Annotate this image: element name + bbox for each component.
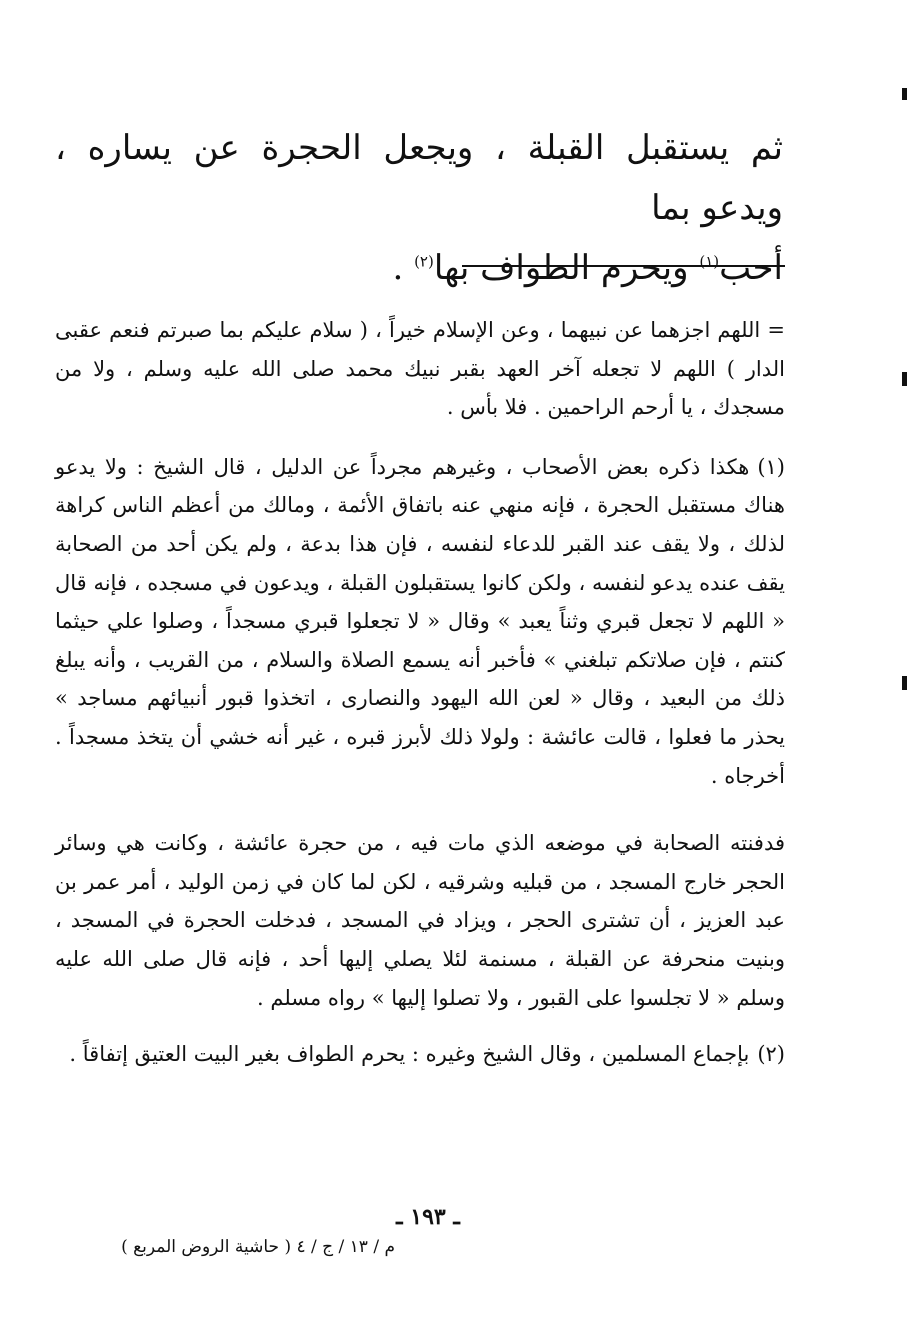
edge-mark bbox=[902, 676, 907, 690]
footnote-2-marker: (٢) bbox=[757, 1042, 785, 1067]
page-number: ـ ١٩٣ ـ bbox=[396, 1204, 460, 1230]
footnote-1-text: هكذا ذكره بعض الأصحاب ، وغيرهم مجرداً عن الدليل ، قال الشيخ : ولا يدعو هناك مستقبل الحجرة ، فإنه منهي عنه باتفاق الأئمة ، ومالك من أعظم الناس كراهة لذلك ، ولا يقف عند القبر للدعاء لنفسه ، فإن هذا بدعة ، ولم يكن أحد من الصحابة يقف عنده يدعو لنفسه ، ولكن كانوا يستقبلون القبلة ، ويدعون في مسجده ، فإنه قال « اللهم لا تجعل قبري وثناً يعبد » وقال « لا تجعلوا قبري مسجداً ، وصلوا علي حيثما كنتم ، فإن صلاتكم تبلغني » فأخبر أنه يسمع الصلاة والسلام ، من القريب ، وأنه يبلغ ذلك من البعيد ، وقال « لعن الله اليهود والنصارى ، اتخذوا قبور أنبيائهم مساجد » يحذر ما فعلوا ، قالت عائشة : ولولا ذلك لأبرز قبره ، غير أنه خشي أن يتخذ مسجداً . أخرجاه . bbox=[55, 454, 785, 788]
footnote-1 bbox=[55, 448, 785, 795]
footnote-1-marker: (١) bbox=[757, 454, 785, 479]
footnote-continuation: = اللهم اجزهما عن نبيهما ، وعن الإسلام خيراً ، ( سلام عليكم بما صبرتم فنعم عقبى الدار ) اللهم لا تجعله آخر العهد بقبر نبيك محمد صلى الله عليه وسلم ، ولا من مسجدك ، يا أرحم الراحمين . فلا بأس . bbox=[55, 318, 785, 420]
imprint-line: م / ١٣ / ج / ٤ ( حاشية الروض المربع ) bbox=[121, 1237, 395, 1257]
footnotes-block bbox=[55, 311, 785, 1074]
footnote-ref-1: (١) bbox=[699, 252, 720, 271]
footnote-separator bbox=[462, 265, 785, 267]
main-text-line1: ثم يستقبل القبلة ، ويجعل الحجرة عن يساره ، ويدعو بما bbox=[55, 128, 783, 228]
edge-mark bbox=[902, 372, 907, 386]
edge-mark bbox=[902, 88, 907, 100]
main-text-line2-end: . bbox=[392, 248, 404, 288]
main-text-line2-rest: ويحرم الطواف بها bbox=[433, 248, 689, 288]
footnote-1-continuation: فدفنته الصحابة في موضعه الذي مات فيه ، من حجرة عائشة ، وكانت هي وسائر الحجر خارج المسجد ، من قبليه وشرقيه ، لكن لما كان في زمن الوليد ، أمر عمر بن عبد العزيز ، أن تشترى الحجر ، ويزاد في المسجد ، فدخلت الحجرة في المسجد ، وبنيت منحرفة عن القبلة ، مسنمة لئلا يصلي إليها أحد ، فإنه قال صلى الله عليه وسلم « لا تجلسوا على القبور ، ولا تصلوا إليها » رواه مسلم . bbox=[55, 831, 785, 1010]
main-text-block bbox=[55, 118, 783, 298]
footnote-2-text: بإجماع المسلمين ، وقال الشيخ وغيره : يحرم الطواف بغير البيت العتيق إتفاقاً . bbox=[69, 1042, 750, 1067]
footnote-ref-2: (٢) bbox=[414, 252, 434, 271]
footnote-2 bbox=[55, 1035, 785, 1074]
main-text-line2-start: أحب bbox=[719, 248, 783, 288]
